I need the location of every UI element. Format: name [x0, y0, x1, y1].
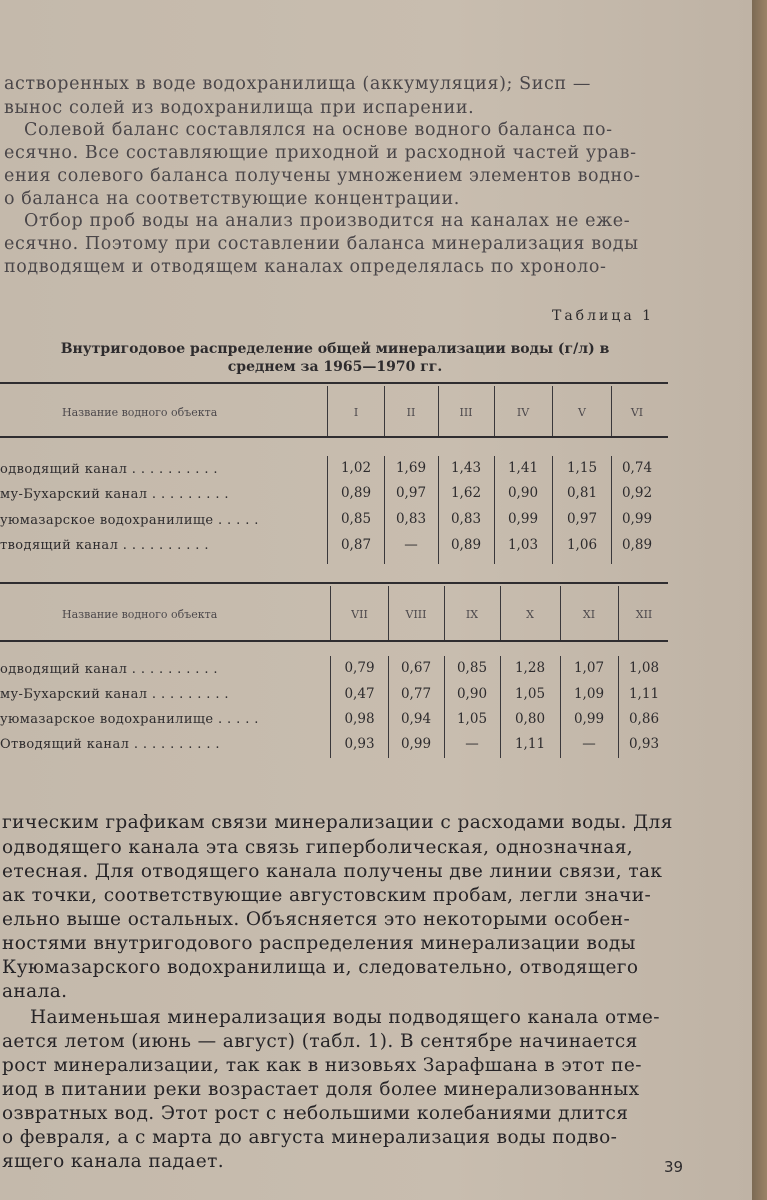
month-header: X	[526, 608, 534, 621]
table-cell: 0,97	[566, 511, 598, 527]
table-cell: 1,02	[340, 460, 372, 476]
table-cell: 0,92	[621, 485, 653, 501]
table-cell: 1,28	[514, 660, 546, 676]
month-header: VII	[351, 608, 368, 621]
month-header: II	[406, 406, 416, 419]
table-cell: 0,93	[344, 736, 375, 752]
month-header: IX	[465, 608, 479, 621]
table-cell: 1,43	[450, 460, 482, 476]
text-line: етесная. Для отводящего канала получены две линии связи, так	[2, 861, 663, 882]
month-header: III	[459, 406, 473, 419]
text-line: о февраля, а с марта до августа минерализация воды подво-	[2, 1127, 618, 1148]
month-header: VIII	[405, 608, 427, 621]
table-cell: 1,07	[573, 660, 605, 676]
table-cell: 0,47	[344, 686, 375, 702]
table-cell: 1,11	[628, 686, 660, 702]
text-line: иод в питании реки возрастает доля более минерализованных	[2, 1079, 640, 1100]
text-line: озвратных вод. Этот рост с небольшими колебаниями длится	[2, 1103, 629, 1124]
table-cell: 1,09	[573, 686, 605, 702]
text-line: подводящем и отводящем каналах определялась по хроноло-	[4, 257, 607, 277]
text-line: Куюмазарского водохранилища и, следовательно, отводящего	[2, 957, 639, 978]
table-cell: 1,03	[507, 537, 539, 553]
text-line: ения солевого баланса получены умножением элементов водно-	[4, 166, 641, 186]
table-title: Внутригодовое распределение общей минерализации воды (г/л) в среднем за 1965—1970 гг.	[60, 341, 610, 375]
book-edge	[752, 0, 767, 1200]
table-cell: —	[465, 736, 479, 752]
text-line: анала.	[2, 981, 68, 1002]
row-name: тводящий канал . . . . . . . . . .	[0, 538, 209, 553]
text-line: гическим графикам связи минерализации с расходами воды. Для	[2, 812, 673, 833]
table-cell: 0,80	[514, 711, 546, 727]
page-number: 39	[664, 1158, 684, 1176]
table-cell: —	[404, 537, 418, 553]
text-line: Наименьшая минерализация воды подводящего канала отме-	[30, 1007, 660, 1028]
table-cell: 1,69	[395, 460, 427, 476]
text-line: есячно. Поэтому при составлении баланса минерализация воды	[4, 234, 639, 254]
table-rule	[0, 582, 668, 584]
table-cell: 0,89	[450, 537, 482, 553]
table-cell: 0,99	[400, 736, 432, 752]
text-line: Отбор проб воды на анализ производится на каналах не еже-	[24, 211, 631, 231]
month-header: V	[578, 406, 586, 419]
text-line: ящего канала падает.	[2, 1151, 224, 1172]
table-cell: 0,83	[450, 511, 482, 527]
row-name: уюмазарское водохранилище . . . . .	[0, 513, 259, 528]
table-cell: 1,15	[566, 460, 598, 476]
table-cell: 0,94	[400, 711, 432, 727]
month-header: XII	[635, 608, 653, 621]
table-cell: 0,90	[456, 686, 488, 702]
text-line: есячно. Все составляющие приходной и расходной частей урав-	[4, 143, 637, 163]
month-header: I	[353, 406, 359, 419]
table-cell: 0,86	[628, 711, 660, 727]
month-header: IV	[516, 406, 530, 419]
month-header: VI	[630, 406, 644, 419]
table-cell: 0,98	[344, 711, 375, 727]
table-rule	[0, 436, 668, 438]
text-line: ается летом (июнь — август) (табл. 1). В сентябре начинается	[2, 1031, 638, 1052]
table-cell: 0,85	[340, 511, 372, 527]
month-header: XI	[582, 608, 596, 621]
row-name: уюмазарское водохранилище . . . . .	[0, 712, 259, 727]
text-line: астворенных в воде водохранилища (аккумуляция); Sисп —	[4, 74, 591, 94]
text-line: рост минерализации, так как в низовьях Зарафшана в этот пе-	[2, 1055, 642, 1076]
row-name: му-Бухарский канал . . . . . . . . .	[0, 687, 229, 702]
row-name: му-Бухарский канал . . . . . . . . .	[0, 487, 229, 502]
row-name: одводящий канал . . . . . . . . . .	[0, 462, 218, 477]
table-cell: 0,83	[395, 511, 427, 527]
table-rule	[0, 640, 668, 642]
text-line: вынос солей из водохранилища при испарении.	[4, 98, 475, 118]
table-cell: 1,05	[514, 686, 546, 702]
table-label: Таблица 1	[552, 308, 655, 324]
table-cell: 1,06	[566, 537, 598, 553]
table-cell: 0,97	[395, 485, 427, 501]
table-cell: 0,93	[628, 736, 660, 752]
table-cell: 0,89	[621, 537, 653, 553]
table-cell: 1,11	[514, 736, 546, 752]
table-cell: 0,99	[507, 511, 539, 527]
text-line: ностями внутригодового распределения минерализации воды	[2, 933, 636, 954]
column-header-name: Название водного объекта	[62, 608, 218, 621]
table-cell: 0,90	[507, 485, 539, 501]
table-cell: 1,05	[456, 711, 488, 727]
text-line: ельно выше остальных. Объясняется это некоторыми особен-	[2, 909, 631, 930]
table-cell: 0,81	[566, 485, 598, 501]
table-cell: 0,79	[344, 660, 375, 676]
table-rule	[0, 382, 668, 384]
text-line: о баланса на соответствующие концентрации.	[4, 189, 460, 209]
table-cell: 1,08	[628, 660, 660, 676]
table-cell: 1,41	[507, 460, 539, 476]
text-line: ак точки, соответствующие августовским пробам, легли значи-	[2, 885, 652, 906]
table-cell: 0,85	[456, 660, 488, 676]
table-cell: 0,77	[400, 686, 432, 702]
row-name: Отводящий канал . . . . . . . . . .	[0, 737, 220, 752]
row-name: одводящий канал . . . . . . . . . .	[0, 662, 218, 677]
table-cell: 0,74	[621, 460, 653, 476]
text-line: Солевой баланс составлялся на основе водного баланса по-	[24, 120, 613, 140]
table-cell: 0,67	[400, 660, 432, 676]
table-cell: —	[582, 736, 596, 752]
table-cell: 0,89	[340, 485, 372, 501]
table-cell: 1,62	[450, 485, 482, 501]
text-line: одводящего канала эта связь гиперболическая, однозначная,	[2, 837, 634, 858]
table-cell: 0,99	[573, 711, 605, 727]
table-cell: 0,87	[340, 537, 372, 553]
column-header-name: Название водного объекта	[62, 406, 218, 419]
table-cell: 0,99	[621, 511, 653, 527]
